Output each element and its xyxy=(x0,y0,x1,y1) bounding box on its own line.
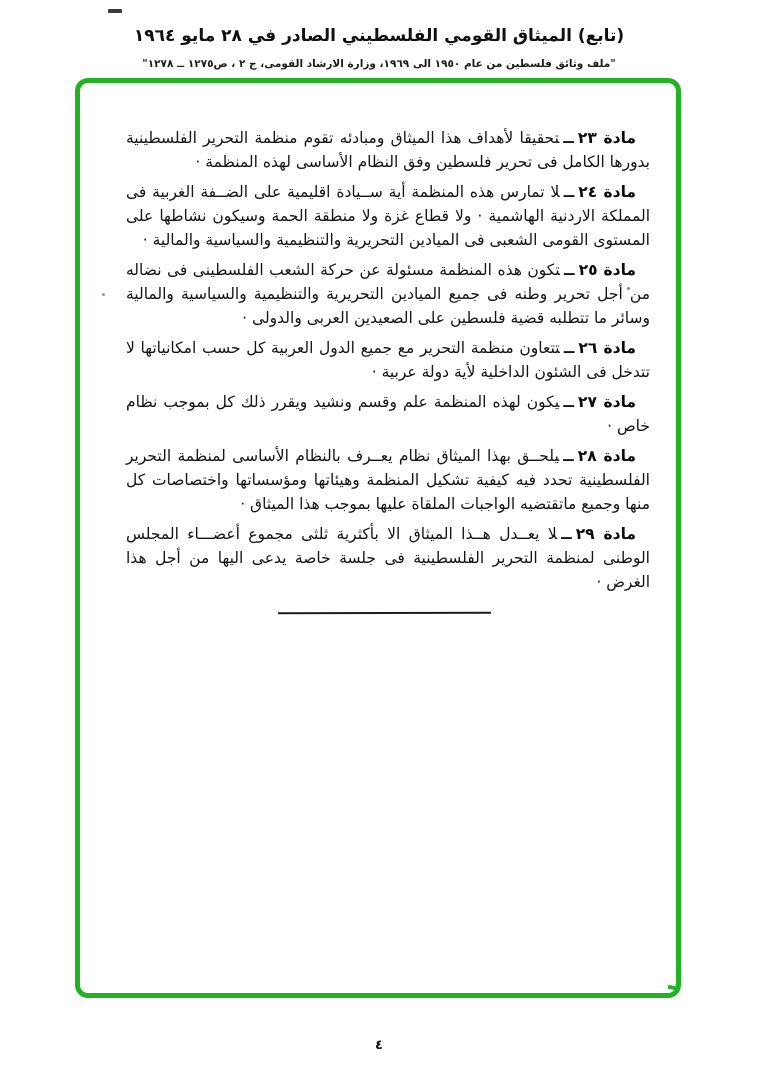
scan-artifact-dash xyxy=(108,9,122,13)
article-26-text: تتعاون منظمة التحرير مع جميع الدول العربية كل حسب امكانياتها لا تتدخل فى الشئون الداخلية لأية دولة عربية · xyxy=(126,339,650,381)
article-26 xyxy=(126,336,650,384)
page-number: ٤ xyxy=(375,1038,383,1053)
article-25-number: مادة ٢٥ xyxy=(578,261,637,279)
article-28-number: مادة ٢٨ xyxy=(577,447,636,465)
article-23-number: مادة ٢٣ xyxy=(577,129,636,147)
article-dash: ــ xyxy=(563,339,575,357)
article-dash: ــ xyxy=(561,525,572,543)
article-dash: ــ xyxy=(563,183,575,201)
charter-articles xyxy=(126,126,650,600)
article-23 xyxy=(126,126,650,174)
article-25 xyxy=(126,258,650,330)
article-23-text: تحقيقا لأهداف هذا الميثاق ومبادئه تقوم منظمة التحرير الفلسطينية بدورها الكامل فى تحرير فلسطين وفق النظام الأساسى لهذه المنظمة · xyxy=(126,129,650,171)
article-27-text: يكون لهذه المنظمة علم وقسم ونشيد ويقرر ذلك كل بموجب نظام خاص · xyxy=(126,393,650,435)
article-29-text: لا يعــدل هــذا الميثاق الا بأكثرية ثلثى مجموع أعضـــاء المجلس الوطنى لمنظمة التحرير الفلسطينية فى جلسة خاصة يدعى اليها من أجل هذا الغرض · xyxy=(126,525,650,591)
article-dash: ــ xyxy=(563,129,574,147)
article-24-number: مادة ٢٤ xyxy=(578,183,637,201)
article-28 xyxy=(126,444,650,516)
article-dash: ــ xyxy=(564,261,575,279)
source-citation: "ملف وثائق فلسطين من عام ١٩٥٠ الى ١٩٦٩، وزارة الارشاد القومى، ج ٢ ، ص١٢٧٥ ــ ١٢٧٨" xyxy=(142,58,616,70)
article-26-number: مادة ٢٦ xyxy=(578,339,636,357)
article-dash: ــ xyxy=(563,447,574,465)
article-27 xyxy=(126,390,650,438)
page-title: (تابع) الميثاق القومي الفلسطيني الصادر في ٢٨ مايو ١٩٦٤ xyxy=(133,26,625,46)
article-24 xyxy=(126,180,650,252)
article-29 xyxy=(126,522,650,594)
article-27-number: مادة ٢٧ xyxy=(578,393,637,411)
article-29-number: مادة ٢٩ xyxy=(575,525,636,543)
article-28-text: يلحــق بهذا الميثاق نظام يعــرف بالنظام الأساسى لمنظمة التحرير الفلسطينية تحدد فيه كيفية تشكيل المنظمة وهيئاتها ومؤسساتها واختصاصات كل منها وجميع ماتقتضيه الواجبات الملقاة عليها بموجب هذا الميثاق · xyxy=(126,447,650,513)
article-24-text: لا تمارس هذه المنظمة أية ســيادة اقليمية على الضــفة الغربية فى المملكة الاردنية الهاشمية · ولا قطاع غزة ولا منطقة الحمة وسيكون نشاطها على المستوى القومى الشعبى فى الميادين التحريرية والتنظيمية والسياسية والمالية · xyxy=(126,183,650,249)
article-dash: ــ xyxy=(563,393,574,411)
article-25-text: تكون هذه المنظمة مسئولة عن حركة الشعب الفلسطينى فى نضاله من أجل تحرير وطنه فى جميع الميادين التحريرية والتنظيمية والسياسية والمالية وسائر ما تتطلبه قضية فلسطين على الصعيدين العربى والدولى · xyxy=(126,261,650,327)
